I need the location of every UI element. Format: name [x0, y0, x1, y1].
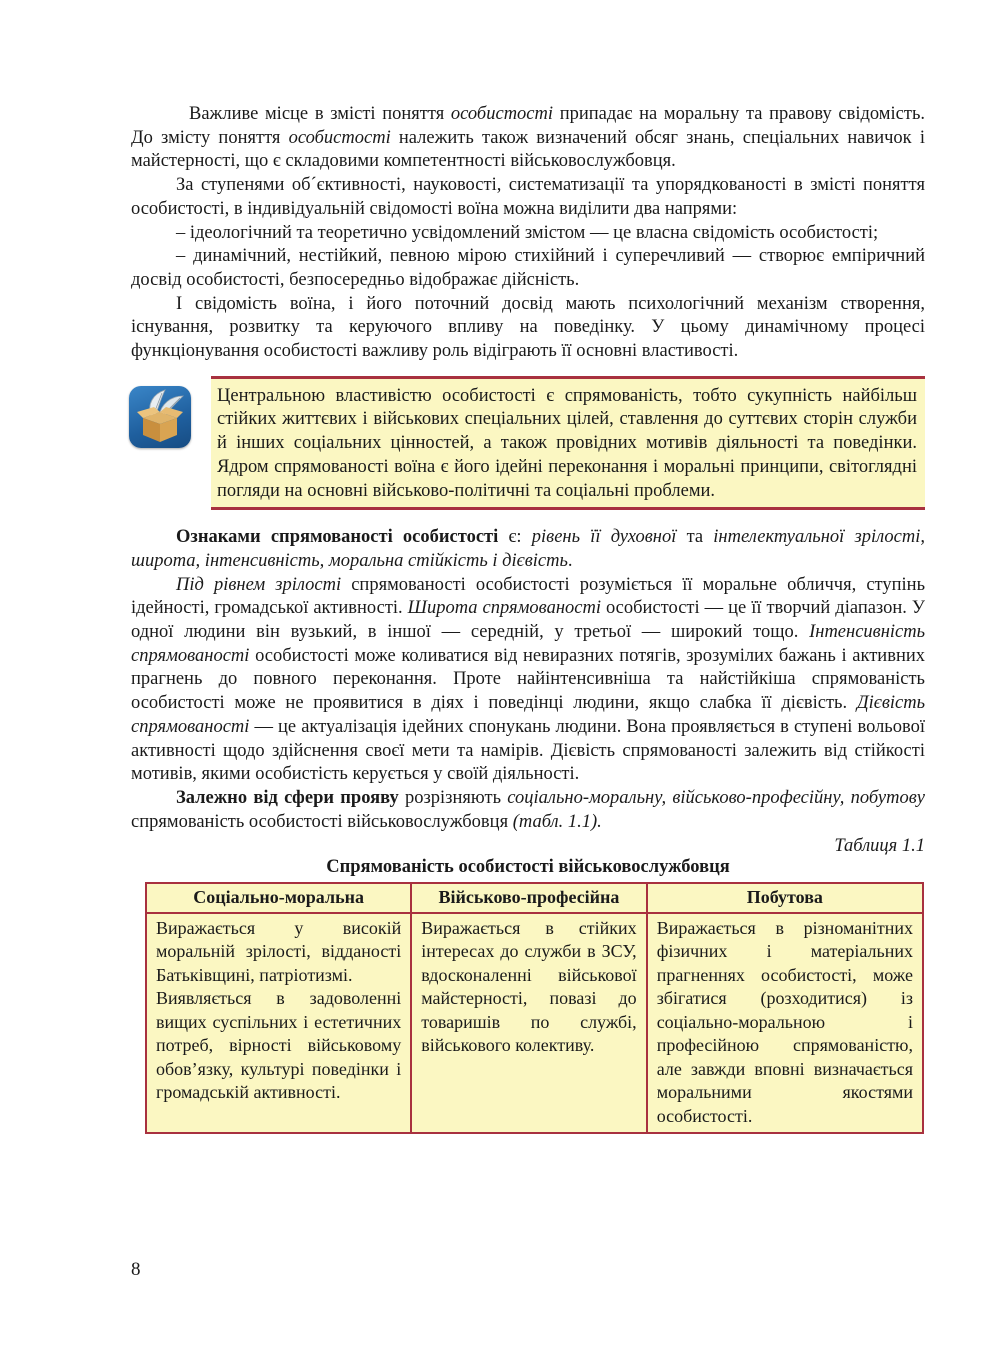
paragraph-spheres: Залежно від сфери прояву розрізняють соціально-моральну, військово-професійну, побутову спрямованість особистості військовослужбовця (табл. 1.1). [131, 787, 925, 832]
paragraph-signs-of-orientation: Ознаками спрямованості особистості є: рівень її духовної та інтелектуальної зрілості, широта, інтенсивність, моральна стійкість і дієвість. [131, 527, 925, 571]
page-number: 8 [131, 1259, 141, 1280]
definition-text: Центральною властивістю особистості є спрямованість, тобто сукупність найбільш стійких життєвих і військових спеціальних цілей, ставлення до суттєвих сторін служби й інших соціальних цінностей, а також провідних мотивів діяльності та поведінки. Ядром спрямованості воїна є його ідейні переконання і моральні принципи, світоглядні погляди на основні військово-політичні та соціальні проблеми. [217, 385, 917, 501]
paragraph-two-directions: За ступенями об´єктивності, науковості, систематизації та упорядкованості в змісті поняття особистості, в індивідуальній свідомості воїна можна виділити два напрями: [131, 175, 925, 219]
table-caption: Таблиця 1.1 [834, 836, 925, 857]
italic-term: особистості [288, 127, 391, 148]
definition-callout [131, 376, 925, 511]
list-item-dynamic: – динамічний, нестійкий, певною мірою стихійний і суперечливий — створює емпіричний досвід особистості, безпосередньо відображає дійсність. [131, 246, 925, 290]
table-row [146, 913, 923, 1134]
list-item-ideological: – ідеологічний та теоретично усвідомлений змістом — це власна свідомість особистості; [176, 222, 879, 243]
paragraph-levels-explained: Під рівнем зрілості спрямованості особистості розуміється її моральне обличчя, ступінь ідейності, громадської активності. Широта спрямованості особистості — це її творчий діапазон. У одної людини він вузький, в іншої — середній, у третьої — широкий тощо. Інтенсивність спрямованості особистості може коливатися від невиразних потягів, зрозумілих бажань і активних прагнень до повного переконання. Проте найінтенсивніша та найстійкіша спрямованість особистості може не проявитися в діях і поведінці людини, якщо слабка її дієвість. Дієвість спрямованості — це актуалізація ідейних спонукань людини. Вона проявляється в ступені вольової активності щодо здійснення своєї мети та намірів. Дієвість спрямованості залежить від стійкості мотивів, якими особистість керується у своїй діяльності. [131, 574, 926, 785]
table-header-cell: Військово-професійна [411, 883, 646, 913]
paragraph-moral-consciousness: Важливе місце в змісті поняття особистості припадає на моральну та правову свідомість. До змісту поняття особистості належить також визначений обсяг знань, спеціальних навичок і майстерності, що є складовими компетентності військовослужбовця. [131, 104, 926, 172]
table-header-cell: Побутова [647, 883, 923, 913]
page-content [131, 103, 925, 1134]
table-cell-social-moral: Виражається у високій моральній зрілості, відданості Батьківщині, патріотизмі. Виявляється в задоволенні вищих суспільних і естетичних потреб, вірності військовому обов’язку, культурі поведінки і громадській активності. [146, 913, 411, 1134]
table-cell-household: Виражається в різноманітних фізичних і матеріальних прагненнях особистості, може збігатися (розходитися) із соціально-моральною і професійною спрямованістю, але завжди вповні визначається моральними якостями особистості. [647, 913, 923, 1134]
table-title: Спрямованість особистості військовослужбовця [326, 857, 730, 878]
table-header-cell: Соціально-моральна [146, 883, 411, 913]
table-cell-military-professional: Виражається в стійких інтересах до служби в ЗСУ, вдосконаленні військової майстерності, повазі до товаришів по службі, військового колективу. [411, 913, 646, 1134]
table-header-row [146, 883, 923, 913]
orientation-table [145, 882, 924, 1134]
italic-term: особистості [450, 104, 554, 124]
paragraph-psychological-mechanism: І свідомість воїна, і його поточний досвід мають психологічний механізм створення, існування, розвитку та керуючого впливу на поведінку. У цьому динамічному процесі функціонування особистості важливу роль відіграють її основні властивості. [131, 293, 925, 362]
definition-highlight-box [211, 376, 925, 511]
open-box-with-feather-icon [129, 386, 191, 448]
